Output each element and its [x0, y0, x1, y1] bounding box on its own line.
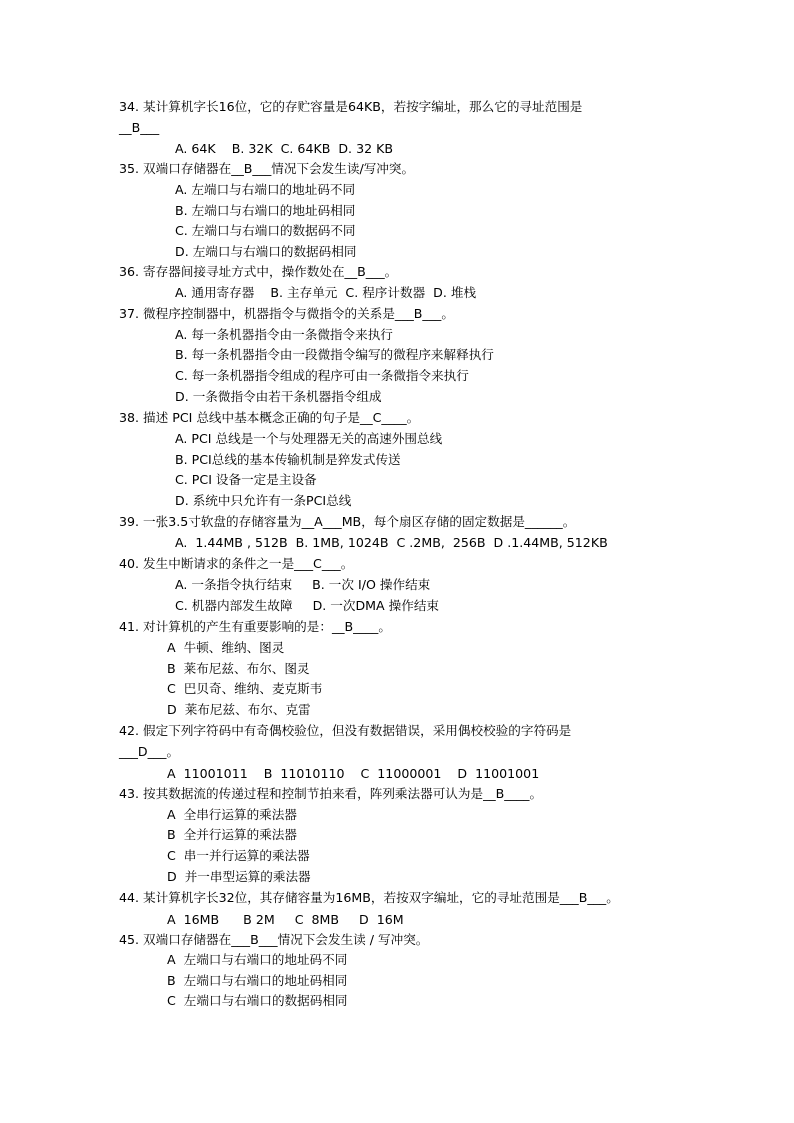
question-43-option-b: B 全并行运算的乘法器 — [167, 827, 297, 842]
question-36-options: A. 通用寄存器 B. 主存单元 C. 程序计数器 D. 堆栈 — [175, 285, 477, 300]
question-40-options-cd: C. 机器内部发生故障 D. 一次DMA 操作结束 — [175, 598, 440, 613]
question-39: 39. 一张3.5寸软盘的存储容量为__A___MB，每个扇区存储的固定数据是______。 — [119, 514, 576, 529]
question-35-option-b: B. 左端口与右端口的地址码相同 — [175, 203, 356, 218]
question-40: 40. 发生中断请求的条件之一是___C___。 — [119, 556, 354, 571]
question-38-option-b: B. PCI总线的基本传输机制是猝发式传送 — [175, 452, 401, 467]
question-40-options-ab: A. 一条指令执行结束 B. 一次 I/O 操作结束 — [175, 577, 431, 592]
question-37-option-d: D. 一条微指令由若干条机器指令组成 — [175, 389, 382, 404]
question-41: 41. 对计算机的产生有重要影响的是：__B____。 — [119, 619, 391, 634]
question-45-option-c: C 左端口与右端口的数据码相同 — [167, 993, 348, 1008]
question-34-answer: __B___ — [119, 120, 160, 135]
question-43-option-d: D 并一串型运算的乘法器 — [167, 869, 311, 884]
question-45-option-a: A 左端口与右端口的地址码不同 — [167, 952, 348, 967]
question-45: 45. 双端口存储器在___B___情况下会发生读 / 写冲突。 — [119, 932, 429, 947]
question-35-option-c: C. 左端口与右端口的数据码不同 — [175, 223, 356, 238]
question-35-option-a: A. 左端口与右端口的地址码不同 — [175, 182, 356, 197]
question-38-option-d: D. 系统中只允许有一条PCI总线 — [175, 493, 352, 508]
question-34: 34. 某计算机字长16位，它的存贮容量是64KB，若按字编址，那么它的寻址范围是 — [119, 99, 583, 114]
question-34-options: A. 64K B. 32K C. 64KB D. 32 KB — [175, 141, 393, 156]
question-41-option-b: B 莱布尼兹、布尔、图灵 — [167, 661, 310, 676]
question-43-option-a: A 全串行运算的乘法器 — [167, 807, 297, 822]
question-36: 36. 寄存器间接寻址方式中，操作数处在__B___。 — [119, 264, 398, 279]
question-41-option-d: D 莱布尼兹、布尔、克雷 — [167, 702, 311, 717]
question-37: 37. 微程序控制器中，机器指令与微指令的关系是___B___。 — [119, 306, 454, 321]
question-42-options: A 11001011 B 11010110 C 11000001 D 11001001 — [167, 766, 540, 781]
question-37-option-c: C. 每一条机器指令组成的程序可由一条微指令来执行 — [175, 368, 469, 383]
question-41-option-c: C 巴贝奇、维纳、麦克斯韦 — [167, 681, 323, 696]
question-37-option-b: B. 每一条机器指令由一段微指令编写的微程序来解释执行 — [175, 347, 494, 362]
question-37-option-a: A. 每一条机器指令由一条微指令来执行 — [175, 327, 393, 342]
question-43: 43. 按其数据流的传递过程和控制节拍来看，阵列乘法器可认为是__B____。 — [119, 786, 543, 801]
question-39-options: A. 1.44MB , 512B B. 1MB, 1024B C .2MB, 256B D .1.44MB, 512KB — [175, 535, 608, 550]
question-41-option-a: A 牛顿、维纳、图灵 — [167, 640, 285, 655]
question-45-option-b: B 左端口与右端口的地址码相同 — [167, 973, 348, 988]
question-42: 42. 假定下列字符码中有奇偶校验位，但没有数据错误，采用偶校校验的字符码是 — [119, 723, 572, 738]
question-43-option-c: C 串一并行运算的乘法器 — [167, 848, 310, 863]
question-38-option-a: A. PCI 总线是一个与处理器无关的高速外围总线 — [175, 431, 443, 446]
question-44-options: A 16MB B 2M C 8MB D 16M — [167, 912, 404, 927]
question-38-option-c: C. PCI 设备一定是主设备 — [175, 472, 317, 487]
question-35: 35. 双端口存储器在__B___情况下会发生读/写冲突。 — [119, 161, 415, 176]
question-35-option-d: D. 左端口与右端口的数据码相同 — [175, 244, 357, 259]
question-38: 38. 描述 PCI 总线中基本概念正确的句子是__C____。 — [119, 410, 420, 425]
question-42-answer: ___D___。 — [119, 744, 180, 759]
question-44: 44. 某计算机字长32位，其存储容量为16MB，若按双字编址，它的寻址范围是___B___。 — [119, 890, 619, 905]
